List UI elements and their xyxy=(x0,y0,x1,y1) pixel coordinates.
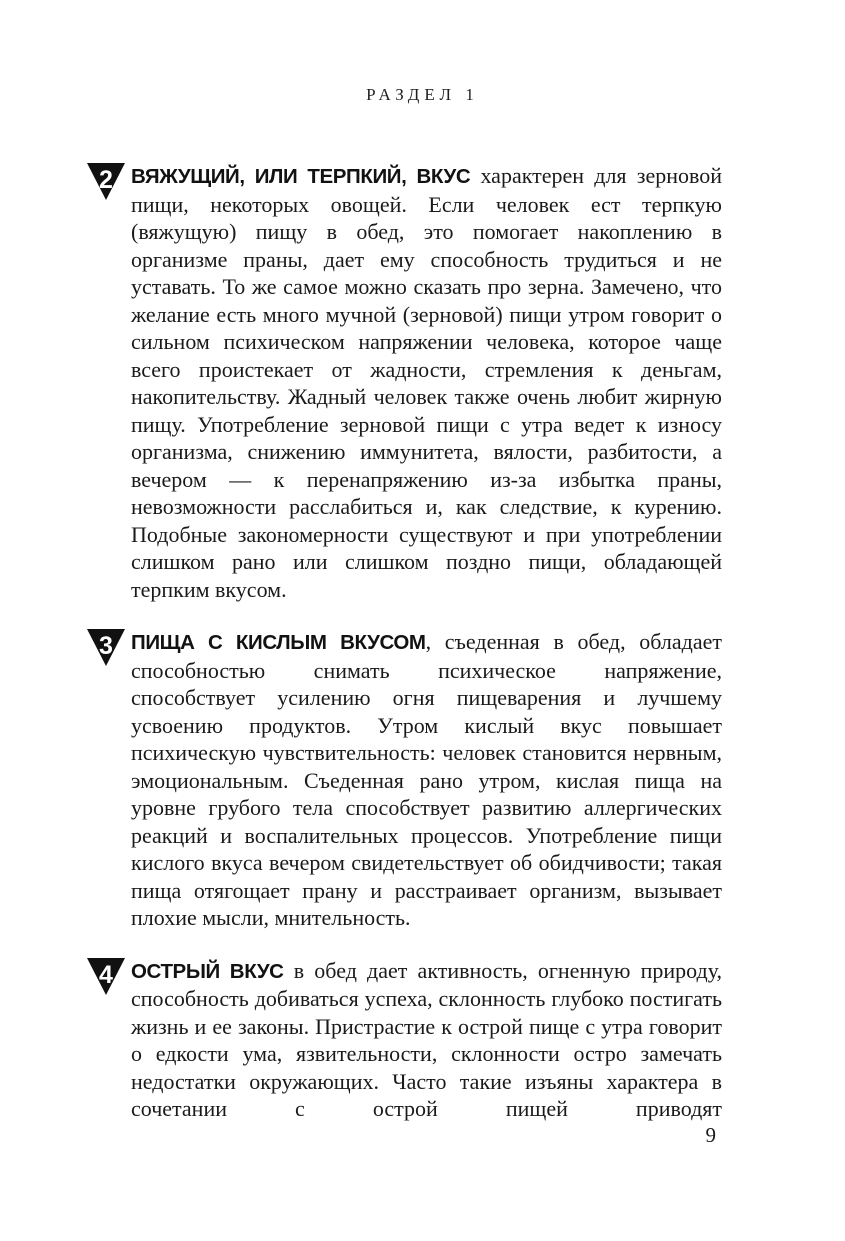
running-head: РАЗДЕЛ 1 xyxy=(366,85,479,104)
section-heading: ПИЩА С КИСЛЫМ ВКУСОМ xyxy=(131,631,426,654)
triangle-marker-icon xyxy=(87,629,125,666)
section-body-text: , съеденная в обед, обладает способностью снимать психическое напряжение, способствует усилению огня пищеварения и лучшему усвоению продуктов. Утром кислый вкус повышает психическую чувствительность: человек становится нервным, эмоциональным. Съеденная рано утром, кислая пища на уровне грубого тела способствует развитию аллергических реакций и воспалительных процессов. Употребление пищи кислого вкуса вечером свидетельствует об обидчивости; такая пища отягощает прану и расстраивает организм, вызывает плохие мысли, мнительность. xyxy=(131,629,722,930)
taste-section xyxy=(99,162,722,603)
section-number: 3 xyxy=(99,632,113,660)
section-paragraph xyxy=(131,957,722,1123)
section-body-text: характерен для зерновой пищи, некоторых овощей. Если человек ест терпкую (вяжущую) пищу в обед, это помогает накоплению в организме праны, дает ему способность трудиться и не уставать. То же самое можно сказать про зерна. Замечено, что желание есть много мучной (зерновой) пищи утром говорит о сильном психическом напряжении человека, которое чаще всего проистекает от жадности, стремления к деньгам, накопительству. Жадный человек также очень любит жирную пищу. Употребление зерновой пищи с утра ведет к износу организма, снижению иммунитета, вялости, разбитости, а вечером — к перенапряжению из-за избытка праны, невозможности расслабиться и, как следствие, к курению. Подобные закономерности существуют и при употреблении слишком рано или слишком поздно пищи, обладающей терпким вкусом. xyxy=(131,163,722,602)
triangle-marker-icon xyxy=(87,163,125,200)
page-body xyxy=(99,140,723,1148)
taste-section xyxy=(99,628,722,932)
triangle-marker-icon xyxy=(87,958,125,995)
section-paragraph xyxy=(131,162,722,603)
section-number: 2 xyxy=(99,166,113,194)
page-number: 9 xyxy=(705,1123,716,1147)
section-heading: ОСТРЫЙ ВКУС xyxy=(131,959,284,983)
taste-section xyxy=(99,957,723,1123)
section-heading: ВЯЖУЩИЙ, ИЛИ ТЕРПКИЙ, ВКУС xyxy=(131,165,471,188)
section-paragraph xyxy=(131,628,722,932)
section-body-text: в обед дает активность, огненную природу, способность добиваться успеха, склонность глубоко постигать жизнь и ее законы. Пристрастие к острой пище с утра говорит о едкости ума, язвительности, склонности остро замечать недостатки окружающих. Часто такие изъяны характера в сочетании с острой пищей приводят xyxy=(131,957,723,1121)
section-number: 4 xyxy=(99,960,113,989)
